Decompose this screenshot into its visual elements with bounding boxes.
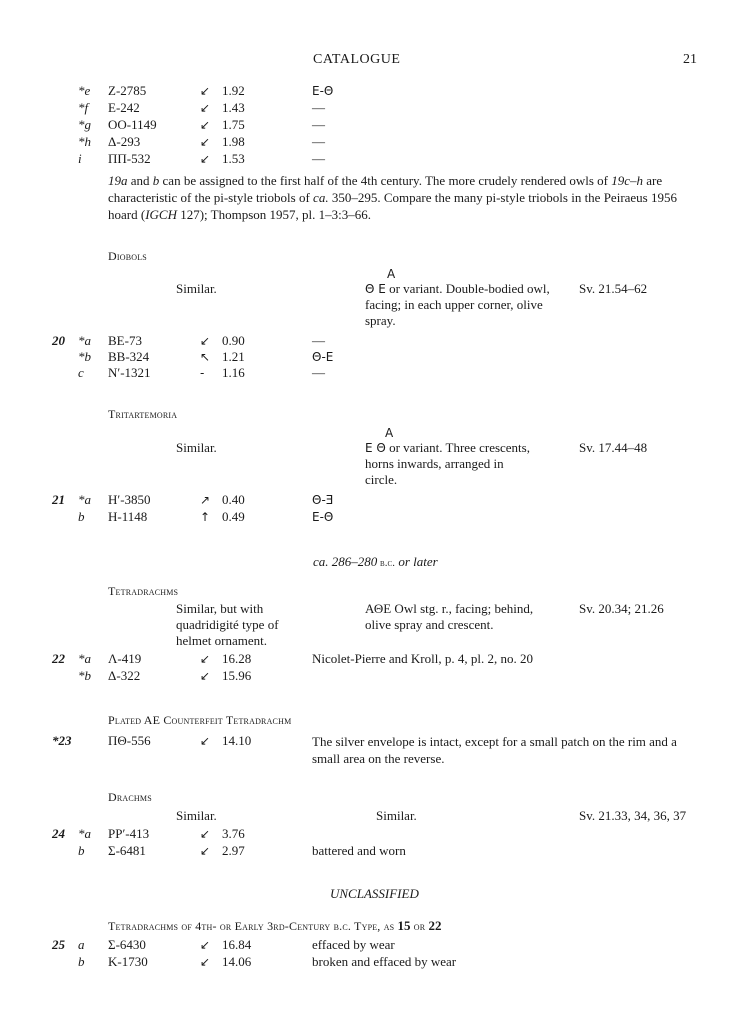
die-axis-icon: ↙ <box>200 652 211 666</box>
sv-reference: Sv. 21.33, 34, 36, 37 <box>579 808 687 823</box>
variety-letter: i <box>78 151 82 166</box>
die-axis-icon: ↙ <box>200 734 211 748</box>
die-axis-icon: ↙ <box>200 118 211 132</box>
weight: 0.49 <box>222 509 245 524</box>
inventory-number: OO-1149 <box>108 117 157 132</box>
section-heading-drachms: Drachms <box>108 790 152 804</box>
variety-letter: *a <box>78 826 91 841</box>
reverse-legend: Ε-Θ <box>312 84 334 98</box>
sv-reference: Sv. 17.44–48 <box>579 440 648 455</box>
die-axis-icon: ↙ <box>200 101 211 115</box>
weight: 1.98 <box>222 134 245 149</box>
inventory-number: BE-73 <box>108 333 142 348</box>
condition-note: effaced by wear <box>312 937 395 952</box>
catalogue-number: 21 <box>52 492 65 507</box>
reference-note: Nicolet-Pierre and Kroll, p. 4, pl. 2, no. 20 <box>312 651 533 666</box>
weight: 3.76 <box>222 826 245 841</box>
variety-letter: *a <box>78 492 91 507</box>
weight: 0.40 <box>222 492 245 507</box>
section-heading-tetradrachms: Tetradrachms <box>108 584 179 598</box>
weight: 16.84 <box>222 937 252 952</box>
inventory-number: N′-1321 <box>108 365 151 380</box>
inventory-number: Λ-419 <box>108 651 142 666</box>
variety-letter: b <box>78 954 85 969</box>
weight: 14.10 <box>222 733 252 748</box>
catalogue-number: 20 <box>52 333 65 348</box>
variety-letter: b <box>78 843 85 858</box>
inventory-number: Σ-6430 <box>108 937 146 952</box>
sv-reference: Sv. 21.54–62 <box>579 281 648 296</box>
die-axis-icon: ↙ <box>200 334 211 348</box>
reverse-description: E Θ or variant. Three crescents, horns inwards, arranged in circle. <box>365 440 530 487</box>
unclassified-heading: UNCLASSIFIED <box>330 886 419 901</box>
reverse-legend: — <box>312 365 325 380</box>
inventory-number: K-1730 <box>108 954 148 969</box>
weight: 14.06 <box>222 954 252 969</box>
obverse-description: Similar. <box>176 808 217 823</box>
obverse-description: Similar. <box>176 281 217 296</box>
section-heading-tritartemoria: Tritartemoria <box>108 407 178 421</box>
variety-letter: *a <box>78 651 91 666</box>
die-axis-icon: ↙ <box>200 152 211 166</box>
variety-letter: *g <box>78 117 91 132</box>
reverse-legend: Θ-Ε <box>312 350 334 364</box>
reverse-legend: — <box>312 100 325 115</box>
inventory-number: Σ-6481 <box>108 843 146 858</box>
variety-letter: *a <box>78 333 91 348</box>
weight: 1.92 <box>222 83 245 98</box>
variety-letter: *b <box>78 668 91 683</box>
condition-note: broken and effaced by wear <box>312 954 457 969</box>
die-axis-icon: ↙ <box>200 844 211 858</box>
reverse-legend: — <box>312 151 325 166</box>
die-axis-icon: ↗ <box>200 493 211 507</box>
variety-letter: *h <box>78 134 91 149</box>
variety-letter: a <box>78 937 85 952</box>
die-axis-icon: ↑ <box>200 510 211 524</box>
variety-letter: *e <box>78 83 91 98</box>
reverse-description: Similar. <box>376 808 417 823</box>
running-head: CATALOGUE <box>313 52 401 67</box>
die-axis-icon: ↙ <box>200 938 211 952</box>
inventory-number: BB-324 <box>108 349 150 364</box>
obverse-description: Similar. <box>176 440 217 455</box>
section-heading-diobols: Diobols <box>108 249 147 263</box>
weight: 16.28 <box>222 651 252 666</box>
reverse-legend: — <box>312 117 325 132</box>
reverse-legend: — <box>312 333 325 348</box>
weight: 1.53 <box>222 151 245 166</box>
reverse-legend: Θ-Ǝ <box>312 493 334 507</box>
weight: 1.21 <box>222 349 245 364</box>
section-heading-plated: Plated AE Counterfeit Tetradrachm <box>108 713 292 727</box>
reverse-description: ΑΘΕ Owl stg. r., facing; behind, olive spray and crescent. <box>365 601 534 632</box>
catalogue-number: 25 <box>52 937 65 952</box>
inventory-number: ΠΠ-532 <box>108 151 151 166</box>
weight: 2.97 <box>222 843 245 858</box>
inventory-number: Z-2785 <box>108 83 147 98</box>
period-heading: ca. 286–280 b.c. or later <box>313 554 438 569</box>
obverse-description: Similar, but with quadridigité type of helmet ornament. <box>176 601 279 648</box>
inventory-number: H′-3850 <box>108 492 151 507</box>
unclassified-subheading: Tetradrachms of 4th- or Early 3rd-Century b.c. Type, as 15 or 22 <box>108 918 442 933</box>
weight: 1.75 <box>222 117 245 132</box>
die-axis-icon: ↙ <box>200 135 211 149</box>
inventory-number: H-1148 <box>108 509 148 524</box>
reverse-description: Θ E or variant. Double-bodied owl, facing; in each upper corner, olive spray. <box>365 281 550 328</box>
weight: 15.96 <box>222 668 252 683</box>
die-axis-icon: ↙ <box>200 955 211 969</box>
sv-reference: Sv. 20.34; 21.26 <box>579 601 664 616</box>
catalogue-number: 22 <box>52 651 65 666</box>
condition-note: The silver envelope is intact, except for a small patch on the rim and a small area on the reverse. <box>312 734 677 766</box>
variety-letter: c <box>78 365 84 380</box>
inventory-number: Δ-322 <box>108 668 141 683</box>
legend-top-letter: A <box>385 426 394 440</box>
inventory-number: ΠΘ-556 <box>108 733 151 748</box>
catalogue-number: 24 <box>52 826 65 841</box>
variety-letter: *f <box>78 100 89 115</box>
weight: 1.43 <box>222 100 245 115</box>
condition-note: battered and worn <box>312 843 406 858</box>
reverse-legend: Ε-Θ <box>312 510 334 524</box>
reverse-legend: — <box>312 134 325 149</box>
weight: 1.16 <box>222 365 245 380</box>
commentary-paragraph: 19a and b can be assigned to the first half of the 4th century. The more crudely rendered owls of 19c–h are characteristic of the pi-style triobols of ca. 350–295. Compare the many pi-style triobols in the Peiraeus 1956 hoard (IGCH 127); Thompson 1957, pl. 1–3:3–66. <box>108 173 677 222</box>
variety-letter: *b <box>78 349 91 364</box>
die-axis-icon: ↙ <box>200 669 211 683</box>
inventory-number: E-242 <box>108 100 140 115</box>
die-axis-icon: - <box>200 366 205 380</box>
page-number: 21 <box>683 52 697 67</box>
weight: 0.90 <box>222 333 245 348</box>
inventory-number: PP′-413 <box>108 826 150 841</box>
die-axis-icon: ↙ <box>200 84 211 98</box>
variety-letter: b <box>78 509 85 524</box>
inventory-number: Δ-293 <box>108 134 141 149</box>
legend-top-letter: A <box>387 267 396 281</box>
catalogue-number: *23 <box>52 733 72 748</box>
die-axis-icon: ↙ <box>200 827 211 841</box>
die-axis-icon: ↖ <box>200 350 211 364</box>
